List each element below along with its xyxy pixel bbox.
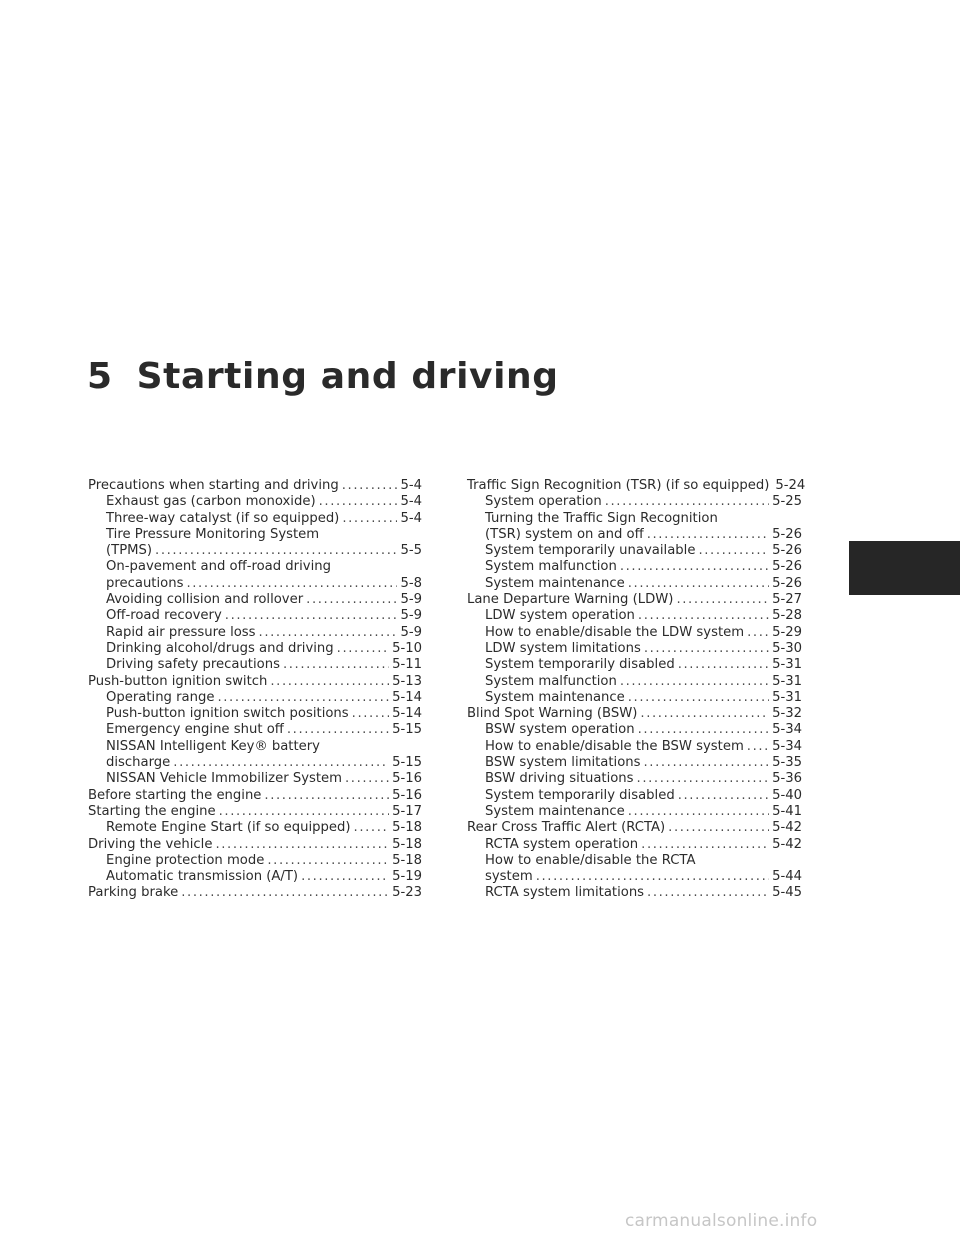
toc-entry-title: System temporarily unavailable [485,543,696,559]
toc-entry-title: precautions [106,575,184,591]
toc-entry-page: 5-32 [772,706,802,722]
dot-leader [644,641,769,657]
toc-entry-title: System malfunction [485,673,617,689]
toc-entry-page: 5-36 [772,771,802,787]
dot-leader [628,690,769,706]
toc-entry-page: 5-34 [772,738,802,754]
toc-entry-title: Driving the vehicle [88,836,213,852]
toc-entry-page: 5-18 [392,820,422,836]
toc-entry-page: 5-40 [772,787,802,803]
toc-entry-title: Parking brake [88,885,179,901]
dot-leader [668,820,769,836]
dot-leader [264,788,389,804]
toc-entry[interactable] [88,592,422,608]
dot-leader [628,576,769,592]
toc-entry[interactable] [88,657,422,673]
dot-leader [698,543,769,559]
toc-entry-title: Exhaust gas (carbon monoxide) [106,494,316,510]
toc-entry[interactable] [88,641,422,657]
toc-entry[interactable] [88,869,422,885]
toc-entry-title: Driving safety precautions [106,657,280,673]
toc-entry-line: Turning the Traffic Sign Recognition [485,510,718,526]
toc-entry-title: (TSR) system on and off [485,526,644,542]
dot-leader [337,641,389,657]
toc-entry-title: BSW system limitations [485,755,641,771]
toc-entry-title: System maintenance [485,575,625,591]
dot-leader [225,608,398,624]
toc-entry-title: BSW driving situations [485,771,634,787]
toc-entry[interactable] [467,706,802,722]
toc-entry-page: 5-42 [772,836,802,852]
toc-entry-title: Lane Departure Warning (LDW) [467,592,674,608]
dot-leader [644,755,770,771]
dot-leader [747,625,769,641]
toc-entry-title: Avoiding collision and rollover [106,592,304,608]
toc-entry-page: 5-15 [392,755,422,771]
toc-entry-line: How to enable/disable the RCTA [485,852,696,868]
dot-leader [676,592,769,608]
toc-entry-title: Before starting the engine [88,787,262,803]
toc-entry-title: How to enable/disable the BSW system [485,738,744,754]
toc-entry-page: 5-13 [392,673,422,689]
toc-entry-page: 5-26 [772,543,802,559]
dot-leader [181,885,389,901]
dot-leader [342,478,398,494]
toc-entry-title: Starting the engine [88,803,216,819]
chapter-heading: Starting and driving [136,356,559,397]
toc-entry-title: Precautions when starting and driving [88,478,339,493]
toc-entry-title: Automatic transmission (A/T) [106,869,299,885]
toc-entry[interactable] [467,543,802,559]
dot-leader [217,690,389,706]
toc-entry-page: 5-24 [775,478,806,493]
dot-leader [354,820,390,836]
dot-leader [259,625,398,641]
dot-leader [638,608,769,624]
toc-entry-line: NISSAN Intelligent Key® battery [106,738,320,754]
toc-entry[interactable] [467,788,802,804]
toc-entry-title: Push-button ignition switch [88,673,268,689]
toc-entry[interactable] [88,804,422,820]
toc-entry[interactable] [467,804,802,820]
toc-entry-title: Drinking alcohol/drugs and driving [106,640,334,656]
toc-entry-title: System operation [485,494,602,510]
dot-leader [620,559,769,575]
toc-entry[interactable] [467,559,802,575]
dot-leader [215,837,389,853]
toc-entry-title: system [485,869,533,885]
toc-entry[interactable] [88,837,422,853]
toc-entry-page: 5-14 [392,706,422,722]
toc-entry-page: 5-31 [772,657,802,673]
toc-entry-page: 5-15 [392,722,422,738]
toc-entry-page: 5-31 [772,673,802,689]
toc-entry[interactable] [467,690,802,706]
toc-entry[interactable] [467,771,802,787]
toc-entry-page: 5-34 [772,722,802,738]
toc-entry-page: 5-29 [772,624,802,640]
toc-entry-line: Tire Pressure Monitoring System [106,526,320,542]
toc-entry-title: Off-road recovery [106,608,222,624]
dot-leader [186,576,397,592]
toc-entry-page: 5-26 [772,526,802,542]
toc-entry[interactable] [88,478,422,494]
toc-entry-page: 5-45 [772,885,802,901]
toc-entry-page: 5-9 [400,608,422,624]
toc-entry[interactable] [467,592,802,608]
toc-entry-page: 5-27 [772,592,802,608]
toc-entry-title: Push-button ignition switch positions [106,706,349,722]
toc-entry-page: 5-17 [392,803,422,819]
dot-leader [283,657,389,673]
toc-entry[interactable] [88,690,422,706]
toc-entry-title: Rear Cross Traffic Alert (RCTA) [467,820,666,836]
toc-entry-page: 5-42 [772,820,802,836]
toc-entry-title: Blind Spot Warning (BSW) [467,706,638,722]
toc-entry-page: 5-23 [392,885,422,901]
toc-entry[interactable] [88,755,422,771]
toc-entry[interactable] [467,837,802,853]
toc-entry[interactable] [467,755,802,771]
toc-entry[interactable] [88,885,422,901]
toc-entry-title: (TPMS) [106,543,153,559]
toc-entry-page: 5-18 [392,852,422,868]
watermark: carmanualsonline.info [625,1211,818,1231]
toc-entry[interactable] [467,527,802,543]
toc-entry[interactable] [467,494,802,510]
dot-leader [678,657,769,673]
dot-leader [620,674,769,690]
toc-entry[interactable] [467,885,802,901]
toc-entry-title: Remote Engine Start (if so equipped) [106,820,351,836]
toc-entry[interactable] [88,820,422,836]
dot-leader [345,771,389,787]
toc-entry-line: On-pavement and off-road driving [106,559,331,575]
chapter-side-tab [849,541,960,595]
toc-entry-title: System maintenance [485,803,625,819]
toc-entry-page: 5-16 [392,771,422,787]
toc-entry-page: 5-28 [772,608,802,624]
toc-entry-title: Traffic Sign Recognition (TSR) (if so equipped) [467,478,770,493]
toc-entry-page: 5-18 [392,836,422,852]
toc-entry[interactable] [88,543,422,559]
toc-entry[interactable] [467,869,802,885]
toc-entry[interactable] [467,722,802,738]
toc-entry[interactable] [88,576,422,592]
toc-entry-title: LDW system limitations [485,640,641,656]
chapter-number: 5 [87,356,113,397]
toc-entry-page: 5-44 [772,869,802,885]
dot-leader [287,722,389,738]
toc-entry-title: Emergency engine shut off [106,722,284,738]
dot-leader [306,592,397,608]
toc-entry-title: NISSAN Vehicle Immobilizer System [106,771,343,787]
toc-entry[interactable] [467,641,802,657]
toc-entry-title: Engine protection mode [106,852,265,868]
dot-leader [678,788,769,804]
toc-entry[interactable] [88,494,422,510]
toc-right-column [467,478,806,902]
dot-leader [647,885,769,901]
toc-entry[interactable] [467,820,802,836]
toc-entry-page: 5-30 [772,640,802,656]
toc-entry[interactable] [88,853,422,869]
toc-entry-title: System temporarily disabled [485,787,675,803]
toc-entry[interactable] [88,788,422,804]
toc-entry-title: LDW system operation [485,608,635,624]
toc-entry-page: 5-26 [772,575,802,591]
dot-leader [155,543,397,559]
toc-entry[interactable] [88,511,422,527]
toc-entry[interactable] [467,657,802,673]
toc-entry-title: RCTA system operation [485,836,639,852]
toc-entry[interactable] [88,771,422,787]
toc-entry[interactable] [88,608,422,624]
dot-leader [747,739,769,755]
toc-entry-page: 5-26 [772,559,802,575]
toc-entry[interactable] [467,625,802,641]
dot-leader [628,804,769,820]
dot-leader [638,722,769,738]
dot-leader [267,853,389,869]
dot-leader [342,511,397,527]
dot-leader [270,674,389,690]
toc-entry-page: 5-5 [400,543,422,559]
toc-entry-page: 5-11 [392,657,422,673]
dot-leader [319,494,398,510]
toc-entry-page: 5-10 [392,640,422,656]
dot-leader [640,706,769,722]
dot-leader [352,706,389,722]
dot-leader [173,755,389,771]
dot-leader [637,771,770,787]
toc-entry-page: 5-16 [392,787,422,803]
toc-entry-page: 5-25 [772,494,802,510]
toc-entry[interactable] [467,739,802,755]
toc-entry-title: Rapid air pressure loss [106,624,256,640]
dot-leader [219,804,389,820]
toc-entry-page: 5-31 [772,689,802,705]
toc-entry-title: Three-way catalyst (if so equipped) [106,510,340,526]
toc-entry-page: 5-41 [772,803,802,819]
toc-left-column [88,478,422,902]
toc-entry-title: System temporarily disabled [485,657,675,673]
toc-entry-page: 5-9 [400,592,422,608]
toc-entry[interactable] [467,608,802,624]
toc-entry-title: System maintenance [485,689,625,705]
toc-entry[interactable] [467,576,802,592]
toc-entry-page: 5-9 [400,624,422,640]
toc-entry[interactable] [467,674,802,690]
toc-entry-page: 5-14 [392,689,422,705]
toc-entry[interactable] [467,478,806,494]
dot-leader [641,837,769,853]
toc-entry[interactable] [88,674,422,690]
dot-leader [301,869,389,885]
toc-entry[interactable] [88,722,422,738]
toc-entry-title: RCTA system limitations [485,885,645,901]
toc-entry[interactable] [88,706,422,722]
chapter-title [87,356,559,397]
toc-entry-title: discharge [106,755,171,771]
toc-entry[interactable] [88,625,422,641]
toc-entry-title: BSW system operation [485,722,635,738]
dot-leader [605,494,769,510]
toc-entry-page: 5-4 [400,510,422,526]
toc-entry-page: 5-4 [400,494,422,510]
toc-entry-page: 5-4 [400,478,422,493]
toc-entry-page: 5-8 [400,575,422,591]
dot-leader [536,869,769,885]
toc-entry-page: 5-35 [772,755,802,771]
toc-entry-title: How to enable/disable the LDW system [485,624,745,640]
toc-entry-title: Operating range [106,689,215,705]
toc-entry-page: 5-19 [392,869,422,885]
toc-entry-title: System malfunction [485,559,617,575]
dot-leader [647,527,769,543]
